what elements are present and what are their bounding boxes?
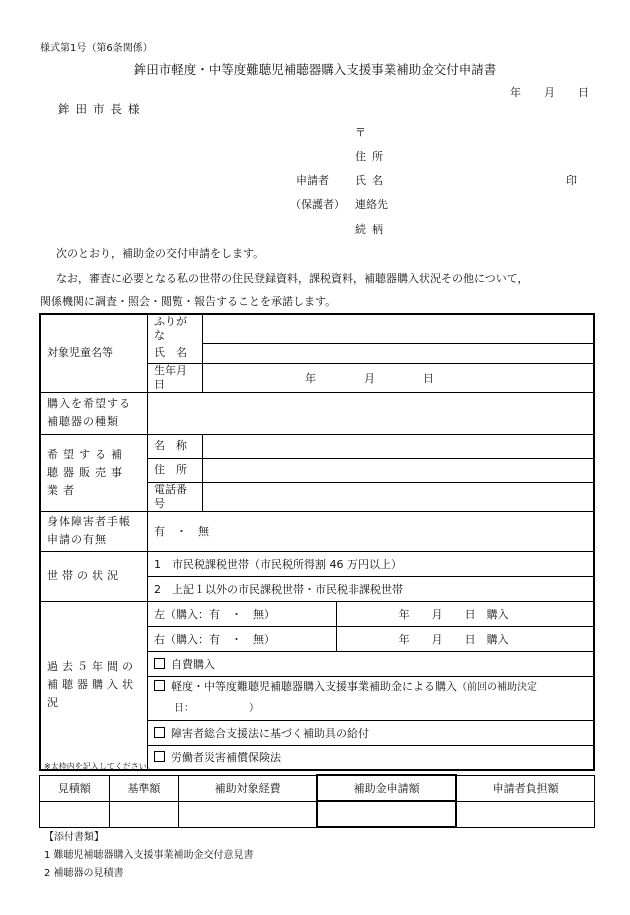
seller-label: 希望する補聴器販売事業者 xyxy=(40,434,148,511)
fee-header-standard: 基準額 xyxy=(109,775,179,801)
birth-field[interactable] xyxy=(203,363,595,392)
device-type-label: 購入を希望する補聴器の種類 xyxy=(40,392,148,434)
fee-cell-estimate[interactable] xyxy=(40,801,110,827)
child-label: 対象児童名等 xyxy=(40,314,148,392)
birth-month: 月 xyxy=(364,371,375,385)
guardian-label: （保護者） xyxy=(290,198,345,211)
checkbox-icon[interactable] xyxy=(154,680,165,691)
date-month: 月 xyxy=(544,86,555,99)
seller-address-label: 住 所 xyxy=(148,458,203,482)
option-support[interactable]: 障害者総合支援法に基づく補助具の給付 xyxy=(148,720,595,745)
fee-cell-eligible[interactable] xyxy=(179,801,317,827)
seal-mark: 印 xyxy=(566,174,577,187)
form-number: 様式第1号（第6条関係） xyxy=(40,43,153,54)
name-label: 氏名 xyxy=(355,174,389,187)
option-self[interactable]: 自費購入 xyxy=(148,651,595,676)
household-label: 世帯の状況 xyxy=(40,551,148,601)
option-labor[interactable]: 労働者災害補償保険法 xyxy=(148,745,595,770)
birth-year: 年 xyxy=(305,371,316,385)
postal-mark: 〒 xyxy=(355,126,366,139)
disability-value[interactable]: 有 ・ 無 xyxy=(148,511,595,551)
child-name-field[interactable] xyxy=(203,343,595,363)
furigana-field[interactable] xyxy=(203,314,595,343)
attachment-item: 2 補聴器の見積書 xyxy=(44,868,124,879)
device-type-field[interactable] xyxy=(148,392,595,434)
intro-line-2: なお，審査に必要となる私の世帯の住民登録資料，課税資料，補聴器購入状況その他について， xyxy=(56,272,529,285)
checkbox-icon[interactable] xyxy=(154,658,165,669)
note: ※太枠内を記入してください。 xyxy=(44,762,155,771)
right-purchase[interactable]: 右（購入：有 ・ 無） xyxy=(148,626,337,651)
fee-header-request: 補助金申請額 xyxy=(317,775,456,801)
seller-name-label: 名 称 xyxy=(148,434,203,458)
address-label: 住所 xyxy=(355,150,389,163)
left-purchase[interactable]: 左（購入：有 ・ 無） xyxy=(148,601,337,626)
applicant-label: 申請者 xyxy=(296,174,329,187)
seller-phone-label: 電話番号 xyxy=(148,482,203,511)
option-subsidy[interactable]: 軽度・中等度難聴児補聴器購入支援事業補助金による購入（前回の補助決定 日： ） xyxy=(148,676,595,720)
page-title: 鉾田市軽度・中等度難聴児補聴器購入支援事業補助金交付申請書 xyxy=(133,62,497,77)
addressee: 鉾田市長様 xyxy=(58,102,146,116)
history-label: 過去５年間の補聴器購入状況 xyxy=(40,601,148,770)
left-purchase-date[interactable]: 年 月 日 購入 xyxy=(336,601,594,626)
checkbox-icon[interactable] xyxy=(154,727,165,738)
seller-name-field[interactable] xyxy=(203,434,595,458)
household-option-2[interactable]: 2 上記１以外の市民課税世帯・市民税非課税世帯 xyxy=(148,576,595,601)
fee-cell-standard[interactable] xyxy=(109,801,179,827)
furigana-label: ふりがな xyxy=(148,314,203,343)
fee-table xyxy=(39,774,595,828)
fee-cell-burden[interactable] xyxy=(456,801,594,827)
birth-label: 生年月日 xyxy=(148,363,203,392)
seller-address-field[interactable] xyxy=(203,458,595,482)
household-option-1[interactable]: 1 市民税課税世帯（市民税所得割 46 万円以上） xyxy=(148,551,595,576)
date-year: 年 xyxy=(510,86,521,99)
application-table xyxy=(39,313,595,771)
right-purchase-date[interactable]: 年 月 日 購入 xyxy=(336,626,594,651)
intro-line-1: 次のとおり，補助金の交付申請をします。 xyxy=(56,247,265,260)
relation-label: 続柄 xyxy=(355,223,389,236)
attachment-item: 1 難聴児補聴器購入支援事業補助金交付意見書 xyxy=(44,850,254,861)
fee-cell-request[interactable] xyxy=(317,801,456,827)
intro-line-3: 関係機関に調査・照会・閲覧・報告することを承諾します。 xyxy=(40,295,337,308)
date-day: 日 xyxy=(578,86,589,99)
birth-day: 日 xyxy=(423,371,434,385)
fee-header-estimate: 見積額 xyxy=(40,775,110,801)
fee-header-eligible: 補助対象経費 xyxy=(179,775,317,801)
attachments-heading: 【添付書類】 xyxy=(44,832,104,843)
disability-label: 身体障害者手帳申請の有無 xyxy=(40,511,148,551)
checkbox-icon[interactable] xyxy=(154,751,165,762)
fee-header-burden: 申請者負担額 xyxy=(456,775,594,801)
seller-phone-field[interactable] xyxy=(203,482,595,511)
child-name-label: 氏 名 xyxy=(148,343,203,363)
contact-label: 連絡先 xyxy=(355,198,388,211)
